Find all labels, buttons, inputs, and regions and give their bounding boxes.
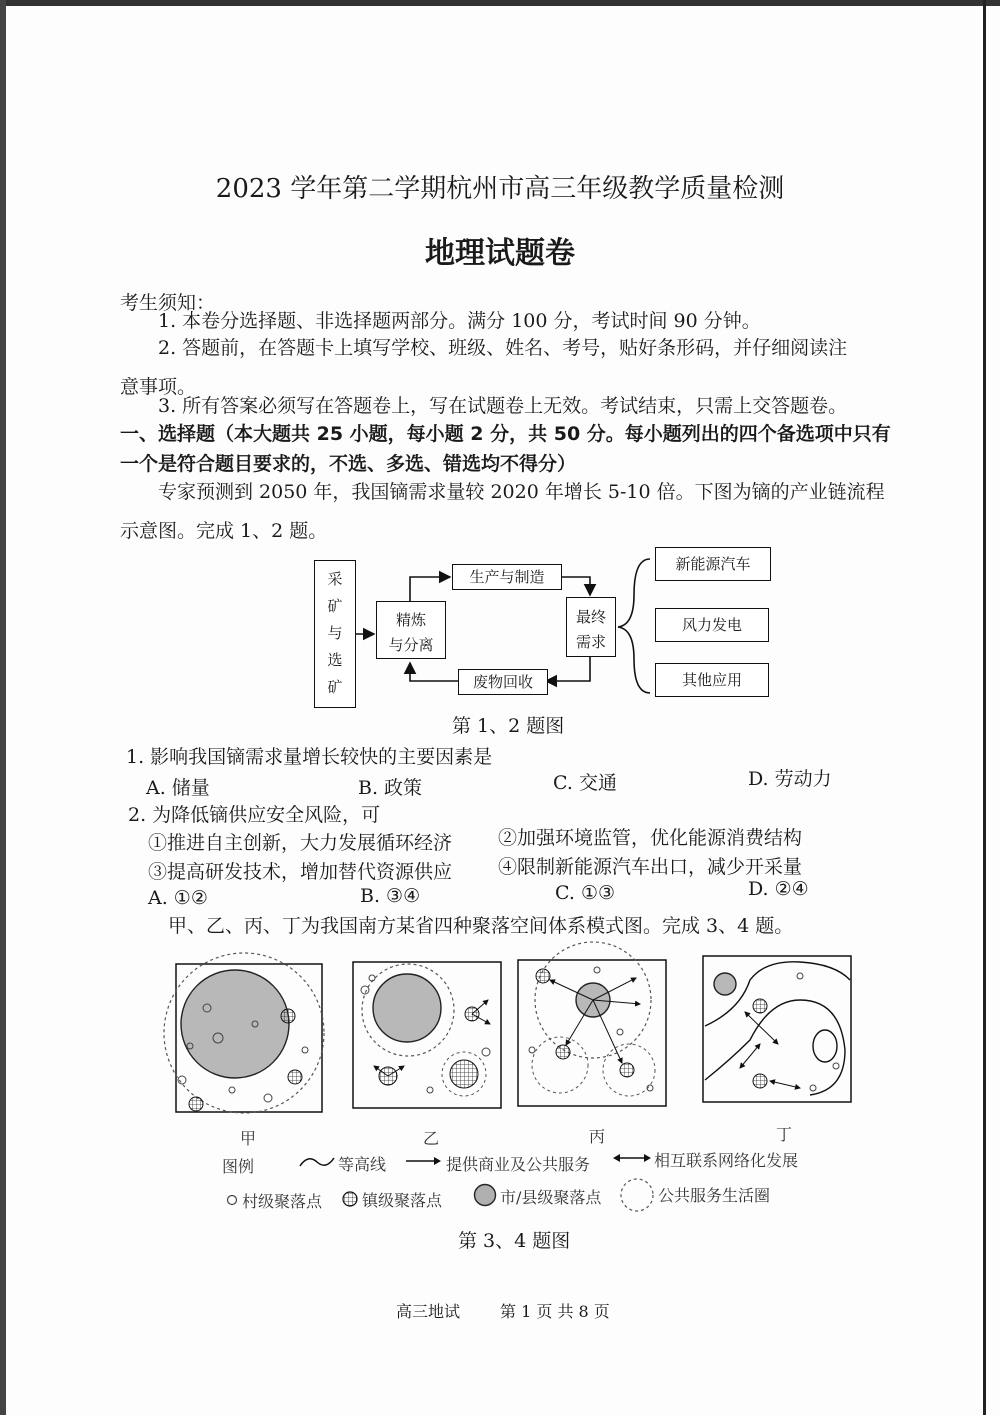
label-ding: 丁 xyxy=(776,1125,793,1144)
scan-edge-left xyxy=(0,0,6,1415)
diagram-ding xyxy=(703,956,851,1102)
q1-option-a: A. 储量 xyxy=(146,777,210,799)
village-icon xyxy=(224,1192,240,1208)
contour-legend-icon xyxy=(298,1152,336,1172)
q1-stem: 1. 影响我国镝需求量增长较快的主要因素是 xyxy=(126,746,493,768)
legend-village: 村级聚落点 xyxy=(242,1192,323,1211)
section-heading-cont: 一个是符合题目要求的，不选、多选、错选均不得分） xyxy=(120,453,577,475)
intro-q3-4: 甲、乙、丙、丁为我国南方某省四种聚落空间体系模式图。完成 3、4 题。 xyxy=(168,915,794,937)
q2-option-c: C. ①③ xyxy=(555,882,616,904)
city-settlement xyxy=(181,970,289,1078)
service-circle-icon xyxy=(618,1176,656,1214)
legend-circle: 公共服务生活圈 xyxy=(658,1186,771,1205)
legend-city: 市/县级聚落点 xyxy=(500,1188,602,1207)
town-settlement xyxy=(281,1009,295,1023)
footer-page: 第 1 页 共 8 页 xyxy=(500,1302,610,1321)
legend-service: 提供商业及公共服务 xyxy=(446,1155,591,1174)
figure-caption-1: 第 1、2 题图 xyxy=(452,715,565,737)
q1-option-c: C. 交通 xyxy=(553,772,617,794)
diagram-jia xyxy=(164,953,324,1113)
arrow-recycle-to-refining xyxy=(410,663,458,681)
q1-option-b: B. 政策 xyxy=(358,777,423,799)
intro-q1-2: 专家预测到 2050 年，我国镝需求量较 2020 年增长 5-10 倍。下图为镝的产业链流程 xyxy=(158,481,885,503)
scan-edge-right xyxy=(983,0,986,1415)
section-heading: 一、选择题（本大题共 25 小题，每小题 2 分，共 50 分。每小题列出的四个备选项中只有 xyxy=(120,423,891,445)
mining-box: 采矿与选矿 xyxy=(314,560,356,708)
q2-statement-4: ④限制新能源汽车出口，减少开采量 xyxy=(498,856,803,878)
q2-statement-2: ②加强环境监管，优化能源消费结构 xyxy=(498,827,803,849)
production-box: 生产与制造 xyxy=(452,564,562,590)
label-jia: 甲 xyxy=(240,1129,257,1148)
footer-course: 高三地试 xyxy=(396,1302,461,1321)
diagram-yi xyxy=(353,962,501,1108)
arrow-production-to-demand xyxy=(562,577,590,595)
label-yi: 乙 xyxy=(423,1129,440,1148)
town-icon xyxy=(340,1189,360,1209)
arrow-demand-to-recycle xyxy=(546,655,590,681)
q2-option-d: D. ②④ xyxy=(748,878,809,900)
town-settlement xyxy=(189,1097,203,1111)
legend-town: 镇级聚落点 xyxy=(362,1191,443,1210)
network-arrow-icon xyxy=(612,1149,652,1167)
q2-statement-3: ③提高研发技术，增加替代资源供应 xyxy=(148,861,453,883)
notice-item-2: 2. 答题前，在答题卡上填写学校、班级、姓名、考号，贴好条形码，并仔细阅读注 xyxy=(158,337,848,359)
intro-q1-2-cont: 示意图。完成 1、2 题。 xyxy=(120,520,328,542)
notice-item-2-cont: 意事项。 xyxy=(120,376,197,398)
q2-stem: 2. 为降低镝供应安全风险，可 xyxy=(128,804,381,826)
wind-power-box: 风力发电 xyxy=(655,608,769,642)
q2-option-a: A. ①② xyxy=(148,887,208,909)
demand-brace xyxy=(618,559,650,693)
label-bing: 丙 xyxy=(589,1127,606,1146)
notice-heading: 考生须知： xyxy=(120,292,216,314)
q2-statement-1: ①推进自主创新，大力发展循环经济 xyxy=(148,832,453,854)
q2-option-b: B. ③④ xyxy=(360,885,421,907)
recycle-box: 废物回收 xyxy=(458,669,548,695)
final-demand-box: 最终 需求 xyxy=(566,597,616,657)
nev-box: 新能源汽车 xyxy=(655,547,771,581)
exam-subtitle: 地理试题卷 xyxy=(425,236,575,271)
town-settlement xyxy=(288,1070,302,1084)
notice-item-3: 3. 所有答案必须写在答题卷上，写在试题卷上无效。考试结束，只需上交答题卷。 xyxy=(158,395,848,417)
q1-option-d: D. 劳动力 xyxy=(748,768,832,790)
service-arrow-icon xyxy=(404,1152,442,1170)
settlement-diagrams xyxy=(160,940,860,1130)
legend-network: 相互联系网络化发展 xyxy=(654,1151,799,1170)
exam-title: 2023 学年第二学期杭州市高三年级教学质量检测 xyxy=(215,174,785,204)
legend-title: 图例 xyxy=(222,1157,255,1176)
city-icon xyxy=(472,1182,498,1208)
scan-edge-top xyxy=(0,0,1000,6)
notice-item-1: 1. 本卷分选择题、非选择题两部分。满分 100 分，考试时间 90 分钟。 xyxy=(158,310,761,332)
other-app-box: 其他应用 xyxy=(655,663,769,697)
refining-box: 精炼 与分离 xyxy=(376,601,446,659)
figure-caption-2: 第 3、4 题图 xyxy=(458,1230,571,1252)
legend-contour: 等高线 xyxy=(338,1155,387,1174)
diagram-bing xyxy=(518,942,666,1106)
